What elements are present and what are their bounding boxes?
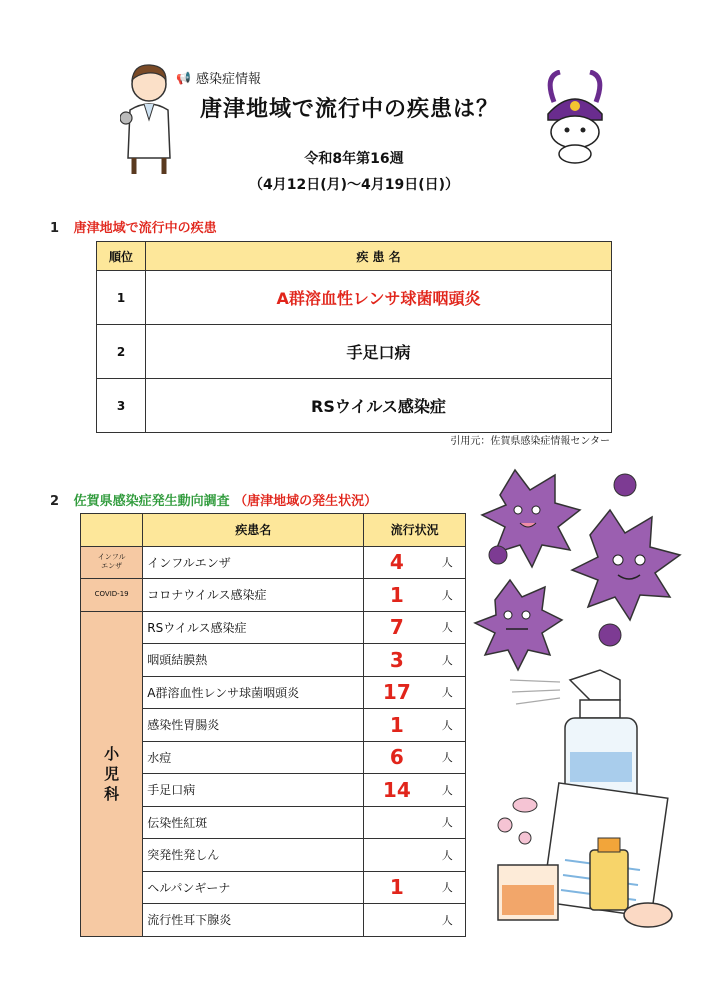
table-row (97, 379, 612, 433)
rank-cell: 3 (97, 379, 146, 433)
category-influenza: インフル エンザ (81, 546, 143, 579)
category-label (176, 68, 261, 87)
count-cell: 1 (364, 579, 430, 612)
rank-cell: 1 (97, 271, 146, 325)
table-row (81, 611, 466, 644)
section2-title-text: 佐賀県感染症発生動向調査 (73, 494, 230, 509)
surveillance-header-row (81, 514, 466, 547)
disease-cell: 感染性胃腸炎 (143, 709, 364, 742)
unit-cell: 人 (429, 579, 465, 612)
col-disease-header: 疾 患 名 (146, 242, 612, 271)
disease-cell: RSウイルス感染症 (146, 379, 612, 433)
table-row (81, 579, 466, 612)
unit-cell: 人 (429, 741, 465, 774)
megaphone-icon: 📢 (176, 70, 191, 85)
ranking-table (96, 241, 612, 433)
count-cell: 17 (364, 676, 430, 709)
unit-cell: 人 (429, 839, 465, 872)
unit-cell: 人 (429, 546, 465, 579)
col-category-header (81, 514, 143, 547)
unit-cell: 人 (429, 806, 465, 839)
count-cell: 4 (364, 546, 430, 579)
count-cell: 1 (364, 709, 430, 742)
col-disease-header: 疾患名 (143, 514, 364, 547)
disease-cell: RSウイルス感染症 (143, 611, 364, 644)
section1-title (50, 217, 217, 236)
disease-cell: A群溶血性レンサ球菌咽頭炎 (146, 271, 612, 325)
table-row (97, 271, 612, 325)
count-cell: 6 (364, 741, 430, 774)
section1-number: 1 (50, 221, 60, 236)
medicine-illustration (470, 660, 700, 940)
col-rank-header: 順位 (97, 242, 146, 271)
disease-cell: 水痘 (143, 741, 364, 774)
count-cell: 14 (364, 774, 430, 807)
source-note: 引用元：佐賀県感染症情報センター (450, 436, 610, 447)
table-row (97, 325, 612, 379)
disease-cell: コロナウイルス感染症 (143, 579, 364, 612)
disease-cell: 手足口病 (143, 774, 364, 807)
unit-cell: 人 (429, 904, 465, 937)
disease-cell: 伝染性紅斑 (143, 806, 364, 839)
section1-title-text: 唐津地域で流行中の疾患 (73, 221, 217, 236)
date-range: （4月12日(月)～4月19日(日)） (248, 177, 460, 193)
section2-number: 2 (50, 494, 60, 509)
virus-illustration (470, 455, 700, 675)
unit-cell: 人 (429, 611, 465, 644)
disease-cell: 咽頭結膜熱 (143, 644, 364, 677)
disease-cell: 突発性発しん (143, 839, 364, 872)
count-cell (364, 904, 430, 937)
surveillance-table (80, 513, 466, 937)
unit-cell: 人 (429, 676, 465, 709)
category-text: 感染症情報 (195, 72, 261, 87)
unit-cell: 人 (429, 774, 465, 807)
disease-cell: インフルエンザ (143, 546, 364, 579)
section2-title-paren: （唐津地域の発生状況） (234, 494, 378, 509)
count-cell: 1 (364, 871, 430, 904)
unit-cell: 人 (429, 644, 465, 677)
unit-cell: 人 (429, 871, 465, 904)
unit-cell: 人 (429, 709, 465, 742)
week-label: 令和8年第16週 (304, 151, 404, 167)
disease-cell: 流行性耳下腺炎 (143, 904, 364, 937)
table-row (81, 546, 466, 579)
disease-cell: 手足口病 (146, 325, 612, 379)
ranking-header-row (97, 242, 612, 271)
page-title: 唐津地域で流行中の疾患は？ (200, 97, 500, 122)
disease-cell: A群溶血性レンサ球菌咽頭炎 (143, 676, 364, 709)
count-cell (364, 806, 430, 839)
count-cell (364, 839, 430, 872)
count-cell: 3 (364, 644, 430, 677)
disease-cell: ヘルパンギーナ (143, 871, 364, 904)
count-cell: 7 (364, 611, 430, 644)
category-covid: COVID-19 (81, 579, 143, 612)
section2-title (50, 490, 377, 509)
category-pediatric: 小 児 科 (81, 611, 143, 936)
rank-cell: 2 (97, 325, 146, 379)
col-status-header: 流行状況 (364, 514, 466, 547)
